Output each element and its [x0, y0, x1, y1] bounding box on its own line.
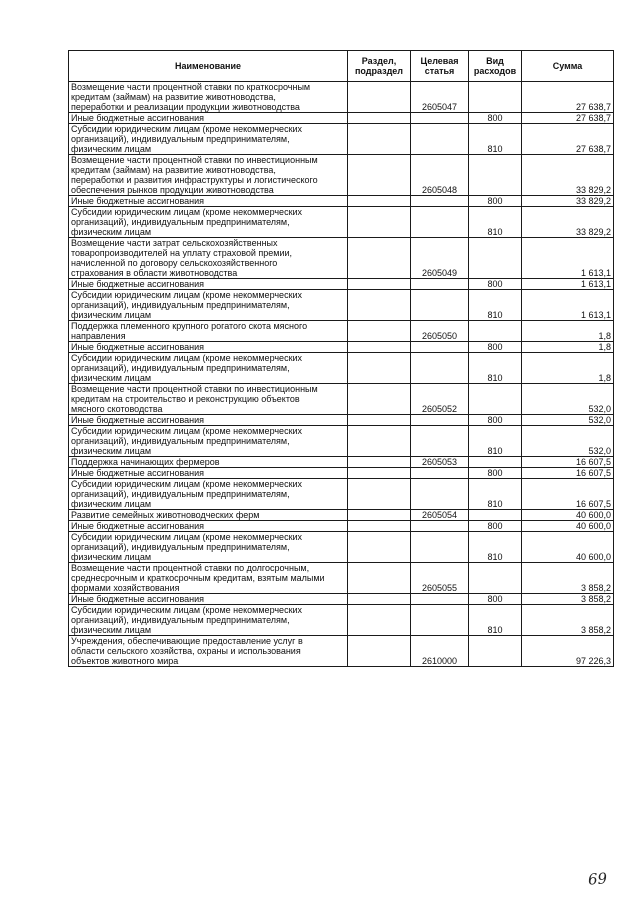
cell-celevaya — [411, 605, 469, 636]
page-number: 69 — [587, 869, 608, 889]
cell-vid — [469, 238, 522, 279]
cell-name: Иные бюджетные ассигнования — [69, 521, 348, 532]
cell-vid: 800 — [469, 279, 522, 290]
cell-celevaya: 2605055 — [411, 563, 469, 594]
cell-summa: 40 600,0 — [522, 510, 614, 521]
cell-vid — [469, 563, 522, 594]
cell-vid: 800 — [469, 468, 522, 479]
cell-razdel — [348, 479, 411, 510]
cell-summa: 1,8 — [522, 342, 614, 353]
table-row — [69, 342, 614, 353]
cell-vid: 800 — [469, 594, 522, 605]
cell-name: Поддержка племенного крупного рогатого скота мясного направления — [69, 321, 348, 342]
table-row — [69, 321, 614, 342]
cell-name: Субсидии юридическим лицам (кроме некоммерческих организаций), индивидуальным предпринимателям, физическим лицам — [69, 124, 348, 155]
cell-summa: 1 613,1 — [522, 279, 614, 290]
cell-razdel — [348, 290, 411, 321]
cell-summa: 532,0 — [522, 426, 614, 457]
cell-summa: 3 858,2 — [522, 605, 614, 636]
cell-razdel — [348, 521, 411, 532]
header-name: Наименование — [69, 51, 348, 82]
cell-vid: 800 — [469, 196, 522, 207]
cell-vid: 810 — [469, 605, 522, 636]
cell-name: Субсидии юридическим лицам (кроме некоммерческих организаций), индивидуальным предпринимателям, физическим лицам — [69, 207, 348, 238]
table-row — [69, 605, 614, 636]
cell-razdel — [348, 457, 411, 468]
cell-name: Иные бюджетные ассигнования — [69, 196, 348, 207]
cell-celevaya — [411, 290, 469, 321]
cell-name: Возмещение части процентной ставки по долгосрочным, среднесрочным и краткосрочным кредитам, взятым малыми формами хозяйствования — [69, 563, 348, 594]
cell-vid: 800 — [469, 113, 522, 124]
cell-razdel — [348, 468, 411, 479]
cell-summa: 3 858,2 — [522, 563, 614, 594]
table-row — [69, 238, 614, 279]
cell-name: Поддержка начинающих фермеров — [69, 457, 348, 468]
cell-summa: 33 829,2 — [522, 155, 614, 196]
cell-name: Возмещение части процентной ставки по инвестиционным кредитам на строительство и реконструкцию объектов мясного скотоводства — [69, 384, 348, 415]
cell-name: Возмещение части процентной ставки по инвестиционным кредитам (займам) на развитие животноводства, переработки и развития инфраструктуры и логистического обеспечения рынков продукции животноводства — [69, 155, 348, 196]
cell-razdel — [348, 532, 411, 563]
cell-celevaya — [411, 415, 469, 426]
cell-celevaya: 2605050 — [411, 321, 469, 342]
cell-vid: 800 — [469, 415, 522, 426]
cell-celevaya — [411, 594, 469, 605]
table-row — [69, 353, 614, 384]
cell-summa: 1,8 — [522, 353, 614, 384]
cell-celevaya: 2605049 — [411, 238, 469, 279]
cell-summa: 3 858,2 — [522, 594, 614, 605]
cell-vid: 810 — [469, 479, 522, 510]
cell-summa: 40 600,0 — [522, 521, 614, 532]
table-row — [69, 384, 614, 415]
table-row — [69, 457, 614, 468]
table-row — [69, 636, 614, 667]
table-row — [69, 426, 614, 457]
table-header-row — [69, 51, 614, 82]
cell-summa: 27 638,7 — [522, 113, 614, 124]
cell-vid — [469, 321, 522, 342]
cell-vid — [469, 155, 522, 196]
cell-name: Субсидии юридическим лицам (кроме некоммерческих организаций), индивидуальным предпринимателям, физическим лицам — [69, 479, 348, 510]
cell-celevaya — [411, 342, 469, 353]
cell-name: Развитие семейных животноводческих ферм — [69, 510, 348, 521]
table-row — [69, 532, 614, 563]
cell-name: Субсидии юридическим лицам (кроме некоммерческих организаций), индивидуальным предпринимателям, физическим лицам — [69, 605, 348, 636]
table-row — [69, 113, 614, 124]
cell-name: Иные бюджетные ассигнования — [69, 279, 348, 290]
cell-summa: 16 607,5 — [522, 457, 614, 468]
cell-razdel — [348, 415, 411, 426]
cell-razdel — [348, 353, 411, 384]
cell-summa: 532,0 — [522, 415, 614, 426]
header-vid: Вид расходов — [469, 51, 522, 82]
cell-name: Иные бюджетные ассигнования — [69, 342, 348, 353]
table-row — [69, 196, 614, 207]
cell-vid — [469, 636, 522, 667]
cell-summa: 27 638,7 — [522, 82, 614, 113]
cell-razdel — [348, 605, 411, 636]
table-row — [69, 468, 614, 479]
cell-summa: 532,0 — [522, 384, 614, 415]
table-row — [69, 594, 614, 605]
cell-vid: 810 — [469, 532, 522, 563]
cell-celevaya — [411, 426, 469, 457]
cell-name: Субсидии юридическим лицам (кроме некоммерческих организаций), индивидуальным предпринимателям, физическим лицам — [69, 532, 348, 563]
cell-celevaya: 2605054 — [411, 510, 469, 521]
cell-razdel — [348, 321, 411, 342]
cell-celevaya — [411, 196, 469, 207]
cell-vid: 800 — [469, 342, 522, 353]
table-row — [69, 479, 614, 510]
cell-vid: 800 — [469, 521, 522, 532]
table-row — [69, 563, 614, 594]
cell-vid — [469, 510, 522, 521]
cell-razdel — [348, 124, 411, 155]
cell-razdel — [348, 113, 411, 124]
cell-celevaya — [411, 479, 469, 510]
cell-razdel — [348, 510, 411, 521]
cell-razdel — [348, 279, 411, 290]
cell-vid — [469, 457, 522, 468]
header-razdel: Раздел, подраздел — [348, 51, 411, 82]
cell-razdel — [348, 207, 411, 238]
cell-name: Иные бюджетные ассигнования — [69, 468, 348, 479]
cell-razdel — [348, 82, 411, 113]
cell-razdel — [348, 384, 411, 415]
cell-razdel — [348, 636, 411, 667]
cell-razdel — [348, 594, 411, 605]
table-row — [69, 510, 614, 521]
cell-summa: 1 613,1 — [522, 238, 614, 279]
cell-summa: 27 638,7 — [522, 124, 614, 155]
cell-vid — [469, 384, 522, 415]
cell-razdel — [348, 563, 411, 594]
cell-vid: 810 — [469, 353, 522, 384]
cell-celevaya: 2605047 — [411, 82, 469, 113]
cell-vid: 810 — [469, 207, 522, 238]
cell-celevaya — [411, 521, 469, 532]
table-body — [69, 82, 614, 667]
cell-summa: 40 600,0 — [522, 532, 614, 563]
cell-celevaya: 2605048 — [411, 155, 469, 196]
cell-name: Иные бюджетные ассигнования — [69, 113, 348, 124]
cell-name: Иные бюджетные ассигнования — [69, 415, 348, 426]
cell-razdel — [348, 426, 411, 457]
cell-celevaya: 2605053 — [411, 457, 469, 468]
cell-name: Субсидии юридическим лицам (кроме некоммерческих организаций), индивидуальным предпринимателям, физическим лицам — [69, 353, 348, 384]
cell-razdel — [348, 155, 411, 196]
header-celevaya: Целевая статья — [411, 51, 469, 82]
cell-name: Иные бюджетные ассигнования — [69, 594, 348, 605]
cell-summa: 16 607,5 — [522, 479, 614, 510]
cell-name: Учреждения, обеспечивающие предоставление услуг в области сельского хозяйства, охраны и использования объектов животного мира — [69, 636, 348, 667]
cell-razdel — [348, 342, 411, 353]
cell-celevaya — [411, 468, 469, 479]
cell-celevaya — [411, 124, 469, 155]
cell-celevaya — [411, 207, 469, 238]
table-row — [69, 124, 614, 155]
table-row — [69, 279, 614, 290]
table-row — [69, 82, 614, 113]
cell-name: Субсидии юридическим лицам (кроме некоммерческих организаций), индивидуальным предпринимателям, физическим лицам — [69, 290, 348, 321]
table-row — [69, 415, 614, 426]
cell-celevaya — [411, 353, 469, 384]
cell-celevaya — [411, 279, 469, 290]
table-row — [69, 290, 614, 321]
table-row — [69, 207, 614, 238]
table-row — [69, 155, 614, 196]
cell-summa: 16 607,5 — [522, 468, 614, 479]
cell-summa: 1 613,1 — [522, 290, 614, 321]
cell-summa: 33 829,2 — [522, 207, 614, 238]
cell-celevaya — [411, 113, 469, 124]
cell-name: Возмещение части затрат сельскохозяйственных товаропроизводителей на уплату страховой премии, начисленной по договору сельскохозяйственного страхования в области животноводства — [69, 238, 348, 279]
budget-table — [68, 50, 614, 667]
cell-vid: 810 — [469, 426, 522, 457]
cell-summa: 33 829,2 — [522, 196, 614, 207]
table-row — [69, 521, 614, 532]
cell-celevaya: 2605052 — [411, 384, 469, 415]
cell-celevaya — [411, 532, 469, 563]
cell-vid — [469, 82, 522, 113]
cell-name: Субсидии юридическим лицам (кроме некоммерческих организаций), индивидуальным предпринимателям, физическим лицам — [69, 426, 348, 457]
cell-summa: 97 226,3 — [522, 636, 614, 667]
cell-vid: 810 — [469, 290, 522, 321]
cell-celevaya: 2610000 — [411, 636, 469, 667]
cell-razdel — [348, 238, 411, 279]
cell-vid: 810 — [469, 124, 522, 155]
cell-name: Возмещение части процентной ставки по краткосрочным кредитам (займам) на развитие животноводства, переработки и реализации продукции животноводства — [69, 82, 348, 113]
cell-summa: 1,8 — [522, 321, 614, 342]
cell-razdel — [348, 196, 411, 207]
header-summa: Сумма — [522, 51, 614, 82]
